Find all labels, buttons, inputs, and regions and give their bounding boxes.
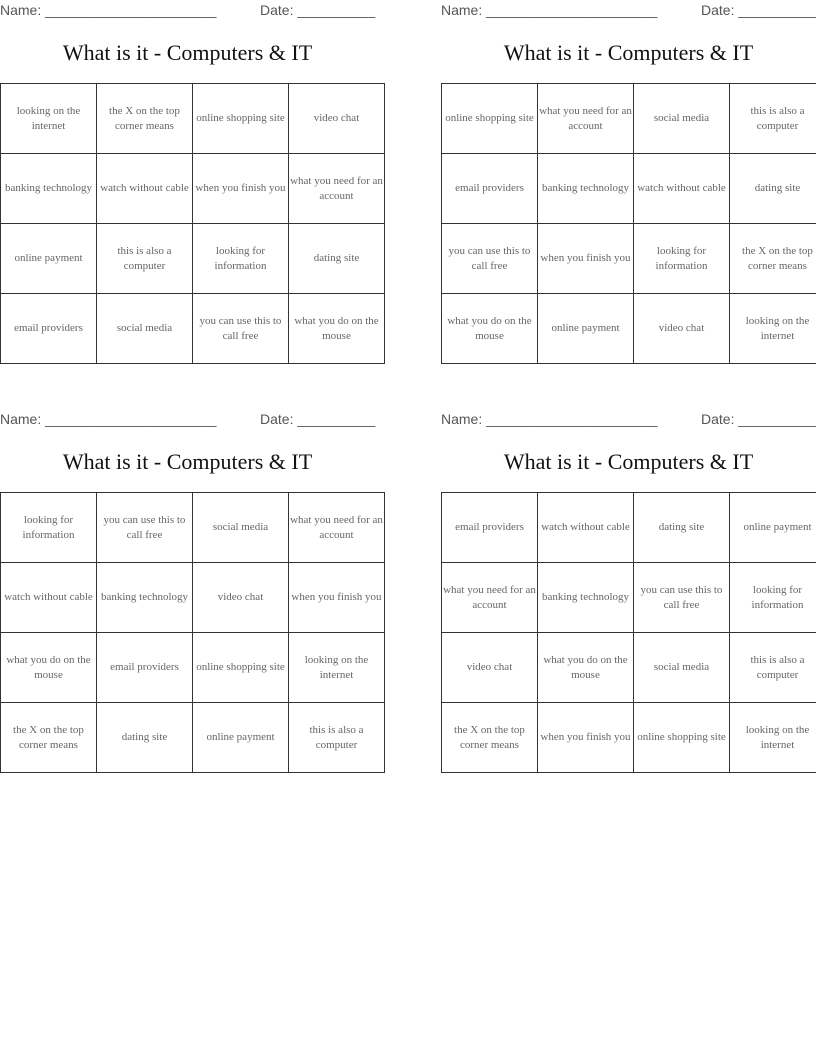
bingo-cell: online shopping site — [442, 84, 538, 154]
card-header — [0, 2, 375, 20]
name-field-label: Name: ______________________ — [441, 411, 658, 427]
bingo-cell: watch without cable — [1, 563, 97, 633]
date-field-label: Date: __________ — [701, 2, 816, 18]
bingo-cell: online shopping site — [634, 703, 730, 773]
card-title: What is it - Computers & IT — [62, 40, 313, 65]
bingo-cell: video chat — [442, 633, 538, 703]
bingo-cell: you can use this to call free — [97, 493, 193, 563]
bingo-cell: online payment — [538, 294, 634, 364]
grid-row — [442, 294, 816, 364]
bingo-cell: you can use this to call free — [193, 294, 289, 364]
date-field-label: Date: __________ — [701, 411, 816, 427]
name-field-label: Name: ______________________ — [0, 2, 217, 18]
bingo-cell: what you need for an account — [289, 493, 385, 563]
bingo-cell: social media — [634, 633, 730, 703]
grid-row — [1, 154, 385, 224]
bingo-cell: this is also a computer — [730, 633, 816, 703]
bingo-cell: the X on the top corner means — [730, 224, 816, 294]
bingo-cell: the X on the top corner means — [1, 703, 97, 773]
bingo-cell: what you do on the mouse — [1, 633, 97, 703]
bingo-cell: this is also a computer — [289, 703, 385, 773]
name-field-label: Name: ______________________ — [0, 411, 217, 427]
bingo-cell: you can use this to call free — [634, 563, 730, 633]
bingo-cell: dating site — [634, 493, 730, 563]
bingo-card-1 — [0, 0, 383, 365]
bingo-cell: online payment — [193, 703, 289, 773]
bingo-cell: dating site — [289, 224, 385, 294]
bingo-grid — [0, 492, 385, 773]
bingo-cell: when you finish you — [538, 703, 634, 773]
bingo-grid — [441, 492, 816, 773]
card-header — [0, 411, 375, 429]
bingo-cell: the X on the top corner means — [97, 84, 193, 154]
bingo-cell: looking for information — [193, 224, 289, 294]
bingo-cell: online shopping site — [193, 633, 289, 703]
date-field-label: Date: __________ — [260, 411, 376, 427]
bingo-grid — [0, 83, 385, 364]
bingo-cell: email providers — [442, 493, 538, 563]
bingo-cell: social media — [97, 294, 193, 364]
grid-row — [1, 84, 385, 154]
grid-row — [442, 154, 816, 224]
bingo-cell: dating site — [730, 154, 816, 224]
bingo-cell: watch without cable — [97, 154, 193, 224]
bingo-cell: banking technology — [538, 154, 634, 224]
bingo-cell: when you finish you — [538, 224, 634, 294]
bingo-cell: what you do on the mouse — [538, 633, 634, 703]
card-header — [441, 411, 816, 429]
date-field-label: Date: __________ — [260, 2, 376, 18]
bingo-cell: looking on the internet — [289, 633, 385, 703]
card-title: What is it - Computers & IT — [503, 449, 754, 474]
bingo-cell: looking on the internet — [1, 84, 97, 154]
bingo-cell: watch without cable — [538, 493, 634, 563]
bingo-cell: when you finish you — [289, 563, 385, 633]
bingo-card-4 — [441, 409, 816, 774]
bingo-cell: social media — [193, 493, 289, 563]
grid-row — [1, 633, 385, 703]
bingo-cell: online payment — [730, 493, 816, 563]
bingo-cell: what you do on the mouse — [442, 294, 538, 364]
bingo-cell: what you need for an account — [538, 84, 634, 154]
bingo-cell: email providers — [1, 294, 97, 364]
bingo-cell: email providers — [442, 154, 538, 224]
bingo-cell: social media — [634, 84, 730, 154]
bingo-cell: looking on the internet — [730, 294, 816, 364]
grid-row — [1, 493, 385, 563]
bingo-grid — [441, 83, 816, 364]
grid-row — [442, 703, 816, 773]
bingo-cell: what you need for an account — [442, 563, 538, 633]
grid-row — [1, 224, 385, 294]
card-title: What is it - Computers & IT — [503, 40, 754, 65]
bingo-cell: looking for information — [634, 224, 730, 294]
bingo-cell: banking technology — [1, 154, 97, 224]
bingo-cell: looking for information — [730, 563, 816, 633]
bingo-cell: video chat — [634, 294, 730, 364]
bingo-cell: banking technology — [538, 563, 634, 633]
bingo-cell: video chat — [193, 563, 289, 633]
name-field-label: Name: ______________________ — [441, 2, 658, 18]
bingo-cell: when you finish you — [193, 154, 289, 224]
grid-row — [442, 633, 816, 703]
bingo-cell: the X on the top corner means — [442, 703, 538, 773]
bingo-cell: banking technology — [97, 563, 193, 633]
bingo-cell: watch without cable — [634, 154, 730, 224]
grid-row — [1, 563, 385, 633]
grid-row — [442, 563, 816, 633]
grid-row — [442, 493, 816, 563]
grid-row — [1, 703, 385, 773]
bingo-cell: email providers — [97, 633, 193, 703]
card-header — [441, 2, 816, 20]
grid-row — [442, 84, 816, 154]
bingo-card-2 — [441, 0, 816, 365]
bingo-cell: looking for information — [1, 493, 97, 563]
bingo-cell: what you do on the mouse — [289, 294, 385, 364]
bingo-cell: this is also a computer — [97, 224, 193, 294]
bingo-card-3 — [0, 409, 383, 774]
bingo-cell: online payment — [1, 224, 97, 294]
bingo-cell: video chat — [289, 84, 385, 154]
card-title: What is it - Computers & IT — [62, 449, 313, 474]
grid-row — [1, 294, 385, 364]
bingo-cell: what you need for an account — [289, 154, 385, 224]
grid-row — [442, 224, 816, 294]
bingo-cell: looking on the internet — [730, 703, 816, 773]
bingo-cell: online shopping site — [193, 84, 289, 154]
bingo-cell: dating site — [97, 703, 193, 773]
bingo-cell: this is also a computer — [730, 84, 816, 154]
bingo-cell: you can use this to call free — [442, 224, 538, 294]
